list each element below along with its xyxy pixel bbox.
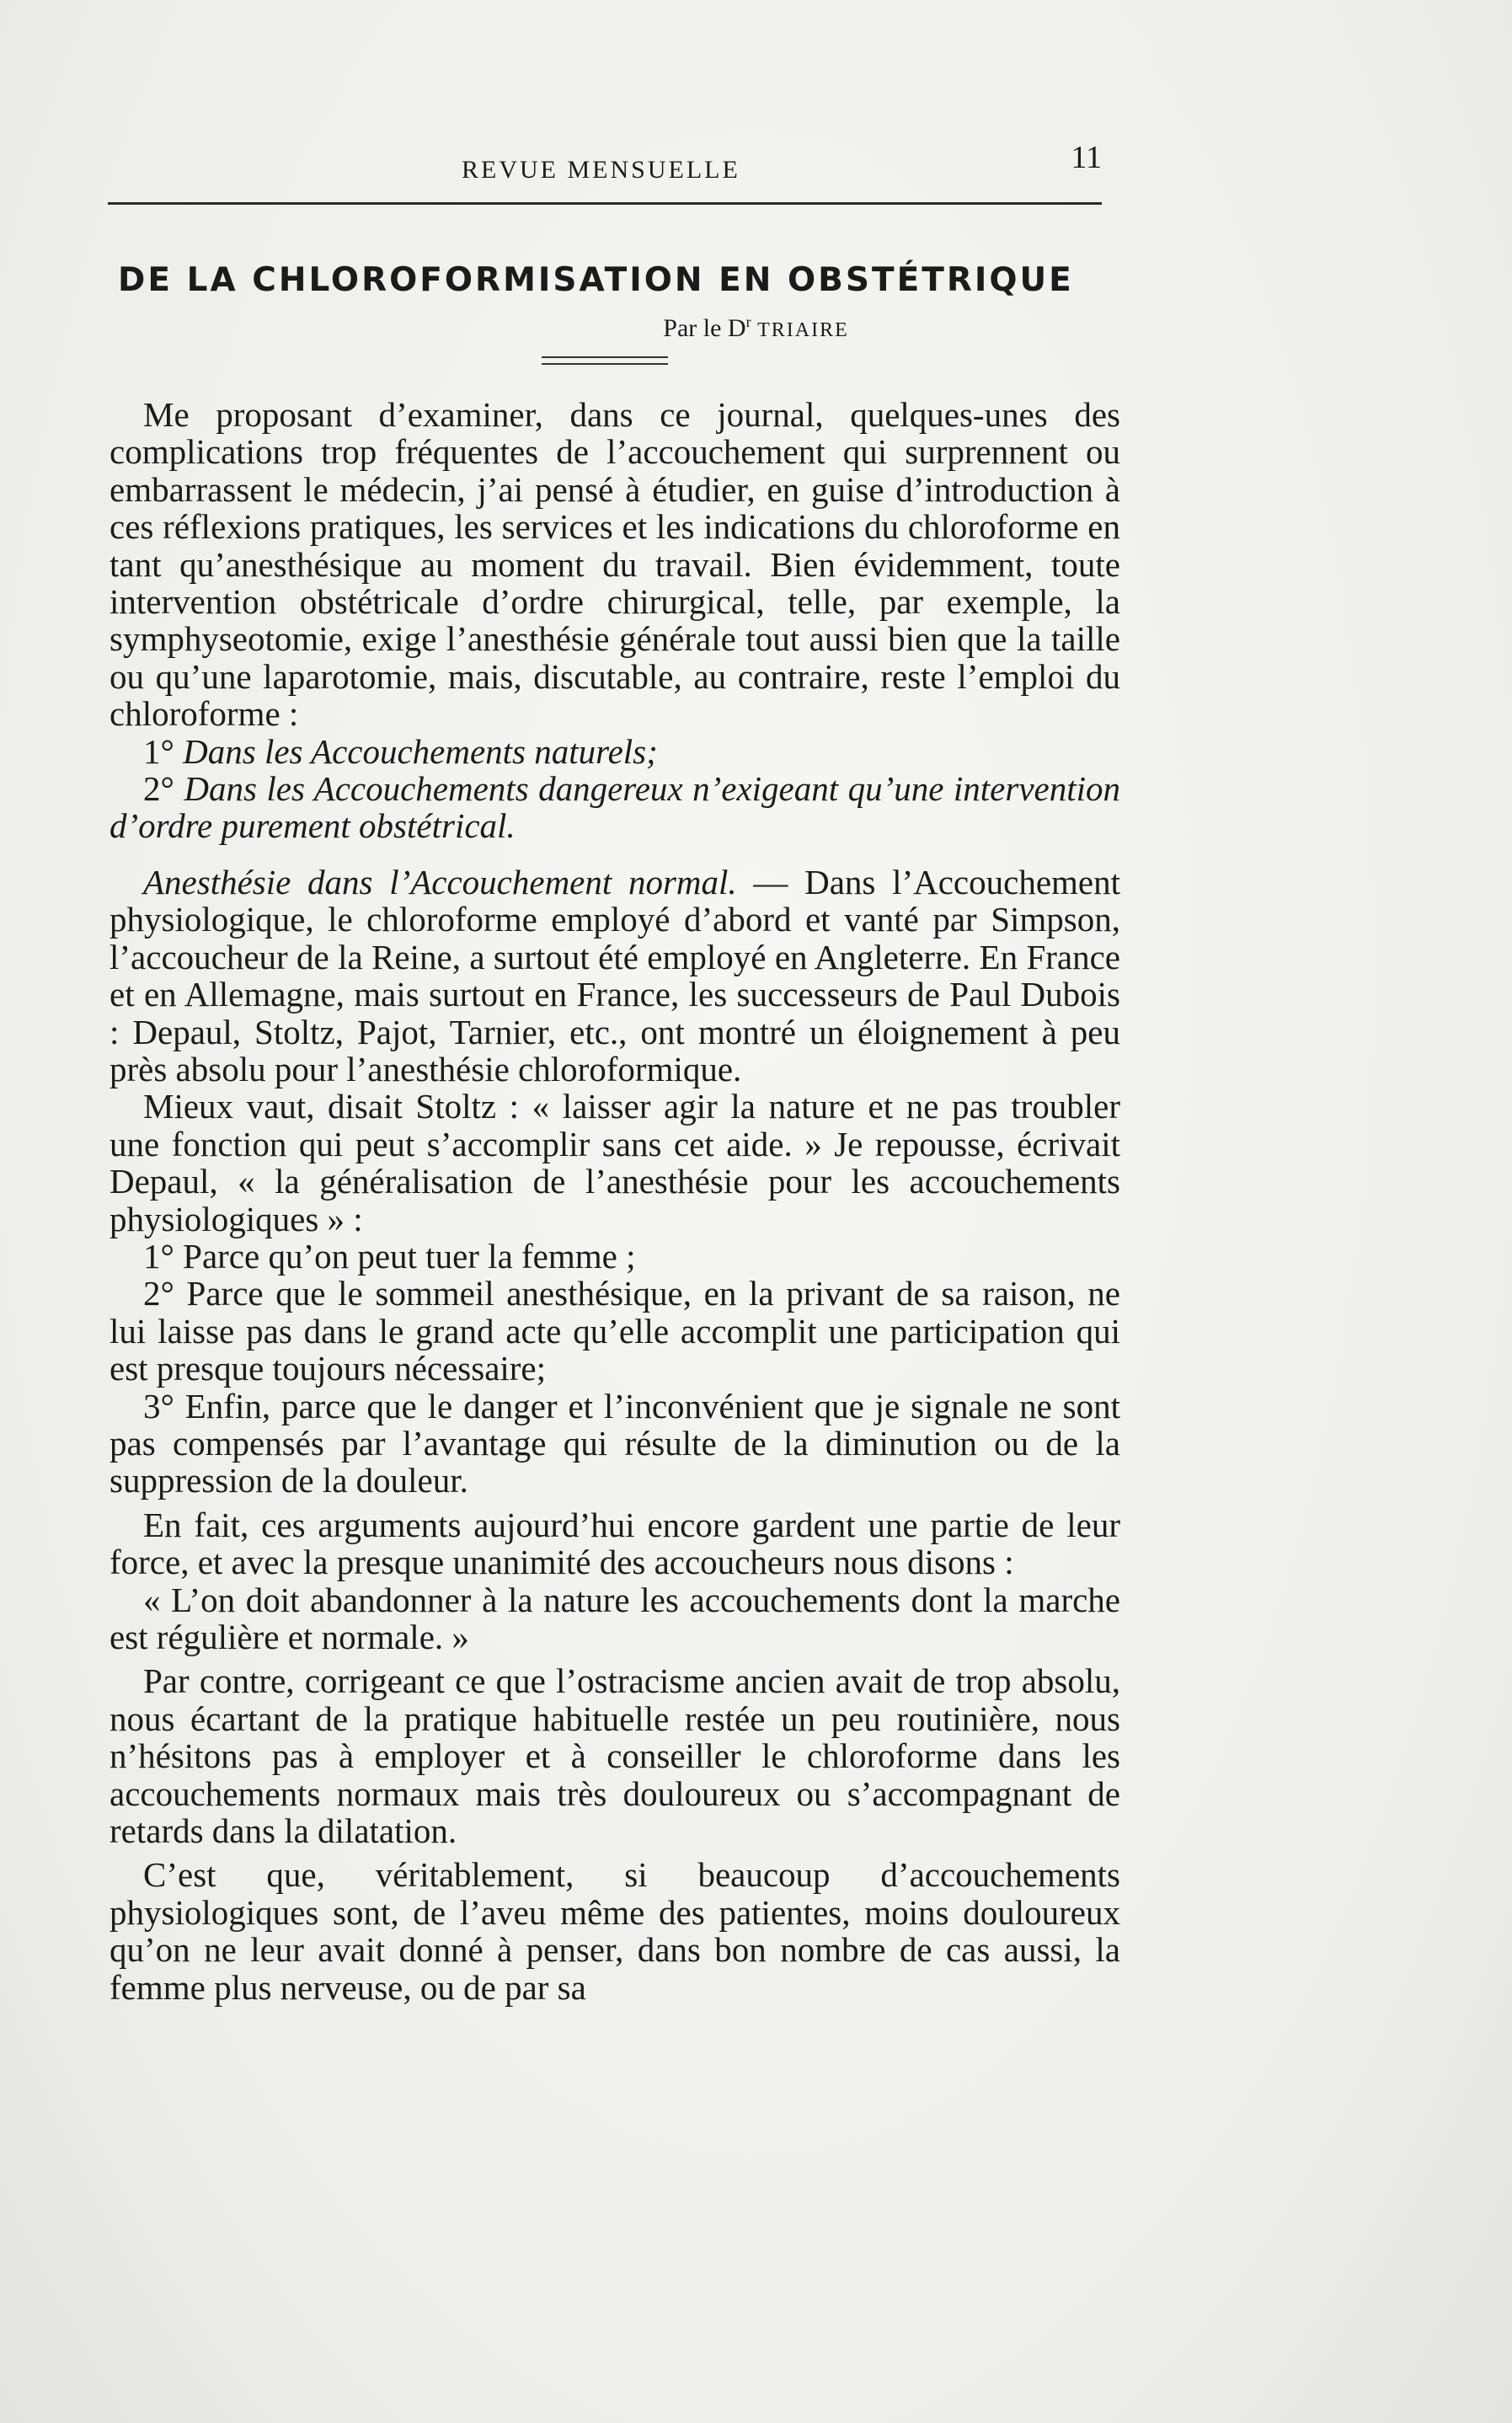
- section-title: Anesthésie dans l’Accouchement normal.: [143, 862, 737, 901]
- paragraph-intro: Me proposant d’examiner, dans ce journal, quelques-unes des complications trop fréquentes de l’accouchement qui surprennent ou embarrassent le médecin, j’ai pensé à étudier, en guise d’introduction à ces réflexions pratiques, les services et les indications du chloroforme en tant qu’anesthésique au moment du travail. Bien évidemment, toute intervention obstétricale d’ordre chirurgical, telle, par exemple, la symphyseotomie, exige l’anesthésie générale tout aussi bien que la taille ou qu’une laparotomie, mais, discutable, au contraire, reste l’emploi du chloroforme :: [110, 395, 1120, 734]
- page-number: 11: [1071, 140, 1102, 175]
- article-title: DE LA CHLOROFORMISATION EN OBSTÉTRIQUE: [118, 261, 1074, 299]
- section-text: — Dans l’Accouchement physiologique, le chloroforme employé d’abord et vanté par Simpson, l’accoucheur de la Reine, a surtout été employé en Angleterre. En France et en Allemagne, mais surtout en France, les successeurs de Paul Dubois : Depaul, Stoltz, Pajot, Tarnier, etc., ont montré un éloignement à peu près absolu pour l’anesthésie chloroformique.: [110, 862, 1120, 1088]
- title-double-rule: [542, 356, 668, 365]
- reason-item-3: 3° Enfin, parce que le danger et l’inconvénient que je signale ne sont pas compensés par l’avantage qui résulte de la diminution ou de la suppression de la douleur.: [110, 1386, 1120, 1500]
- byline-sup: r: [745, 313, 751, 330]
- running-header: [108, 139, 1102, 190]
- header-rule: [108, 202, 1102, 205]
- byline: [0, 313, 1512, 343]
- list-item: [110, 770, 1120, 845]
- reason-item-2: 2° Parce que le sommeil anesthésique, en la privant de sa raison, ne lui laisse pas dans le grand acte qu’elle accomplit une participation qui est presque toujours nécessaire;: [110, 1274, 1120, 1388]
- section-paragraph: [110, 864, 1120, 1088]
- quote-paragraph: « L’on doit abandonner à la nature les accouchements dont la marche est régulière et normale. »: [110, 1580, 1120, 1656]
- list-item-text: Dans les Accouchements naturels;: [183, 731, 658, 771]
- byline-prefix: Par le D: [663, 314, 746, 342]
- list-item-text: Dans les Accouchements dangereux n’exigeant qu’une intervention d’ordre purement obstétrical.: [110, 769, 1120, 846]
- reason-item-1: 1° Parce qu’on peut tuer la femme ;: [143, 1236, 636, 1276]
- paragraph-stoltz: Mieux vaut, disait Stoltz : « laisser agir la nature et ne pas troubler une fonction qui peut s’accomplir sans cet aide. » Je repousse, écrivait Depaul, « la généralisation de l’anesthésie pour les accouchements physiologiques » :: [110, 1087, 1120, 1238]
- article-body: [110, 396, 1120, 2006]
- list-item-number: 1°: [143, 731, 174, 771]
- byline-author: TRIAIRE: [757, 319, 849, 341]
- list-item: [110, 733, 1120, 770]
- paragraph-en-fait: En fait, ces arguments aujourd’hui encore gardent une partie de leur force, et avec la presque unanimité des accoucheurs nous disons :: [110, 1505, 1120, 1582]
- running-title: REVUE MENSUELLE: [462, 156, 740, 184]
- list-item-number: 2°: [143, 769, 174, 809]
- paragraph-cest-que: C’est que, véritablement, si beaucoup d’accouchements physiologiques sont, de l’aveu même des patientes, moins douloureux qu’on ne leur avait donné à penser, dans bon nombre de cas aussi, la femme plus nerveuse, ou de par sa: [110, 1855, 1120, 2007]
- paragraph-par-contre: Par contre, corrigeant ce que l’ostracisme ancien avait de trop absolu, nous écartant de la pratique habituelle restée un peu routinière, nous n’hésitons pas à employer et à conseiller le chloroforme dans les accouchements normaux mais très douloureux ou s’accompagnant de retards dans la dilatation.: [110, 1661, 1120, 1851]
